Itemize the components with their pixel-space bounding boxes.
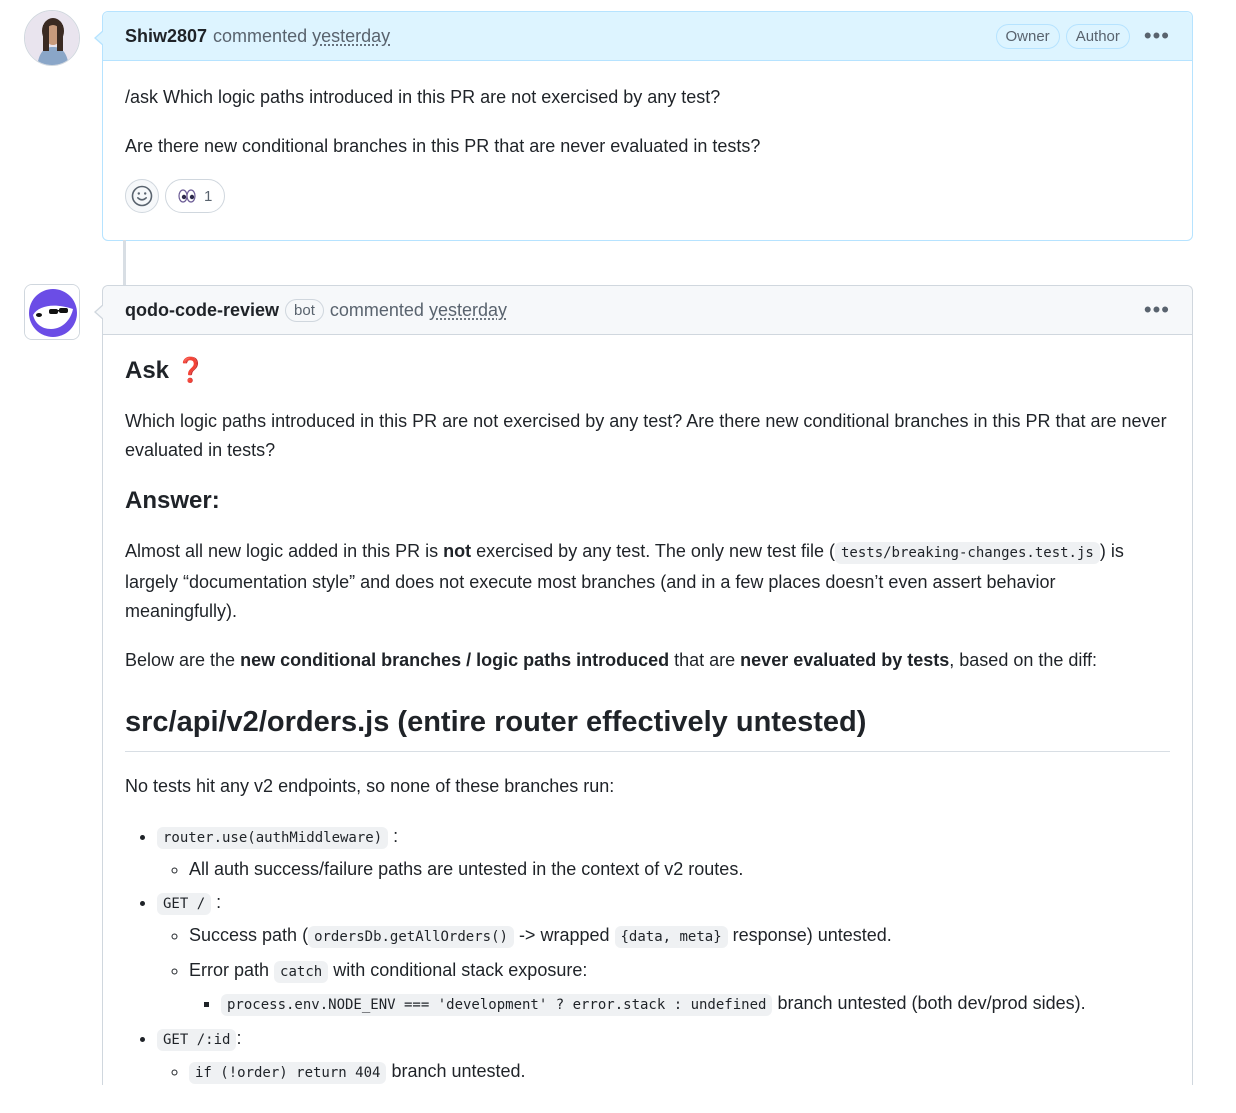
text-span: that are bbox=[669, 650, 741, 670]
comment-author[interactable]: qodo-code-review bbox=[125, 299, 280, 320]
section-intro: No tests hit any v2 endpoints, so none of these branches run: bbox=[125, 776, 615, 796]
comment-time[interactable]: yesterday bbox=[428, 299, 507, 320]
kebab-menu-icon[interactable]: ••• bbox=[1143, 297, 1170, 322]
inline-code: catch bbox=[274, 961, 328, 983]
text-span: Success path ( bbox=[189, 925, 309, 945]
text-span: : bbox=[236, 1028, 242, 1048]
smiley-icon bbox=[131, 185, 153, 207]
reactions-bar bbox=[125, 179, 1170, 213]
comment-meta bbox=[213, 26, 390, 47]
text-span: exercised by any test. The only new test file ( bbox=[471, 541, 835, 561]
user-avatar[interactable] bbox=[24, 10, 80, 66]
comment-author[interactable]: Shiw2807 bbox=[125, 25, 208, 46]
text-span: response) untested. bbox=[727, 925, 892, 945]
comment-line-1: /ask Which logic paths introduced in this PR are not exercised by any test? bbox=[125, 87, 721, 107]
text-span: , based on the diff: bbox=[949, 650, 1098, 670]
inline-code: process.env.NODE_ENV === 'development' ? error.stack : undefined bbox=[221, 994, 772, 1016]
sub-sub-list bbox=[189, 988, 1170, 1021]
inline-code: tests/breaking-changes.test.js bbox=[835, 542, 1100, 564]
text-span: branch untested (both dev/prod sides). bbox=[772, 993, 1086, 1013]
inline-code: ordersDb.getAllOrders() bbox=[308, 926, 514, 948]
comment-meta bbox=[330, 300, 507, 321]
reaction-count: 1 bbox=[204, 187, 213, 205]
comment-body bbox=[103, 61, 1192, 235]
sub-list bbox=[157, 920, 1170, 1021]
question-mark-emoji-icon: ❓ bbox=[175, 357, 206, 384]
section-heading: src/api/v2/orders.js (entire router effectively untested) bbox=[125, 703, 1170, 752]
comment-line-2: Are there new conditional branches in this PR that are never evaluated in tests? bbox=[125, 136, 761, 156]
kebab-menu-icon[interactable]: ••• bbox=[1143, 23, 1170, 48]
text-span: with conditional stack exposure: bbox=[328, 960, 588, 980]
bot-badge: bot bbox=[285, 299, 324, 322]
comment-action: commented bbox=[213, 25, 308, 46]
answer-paragraph-2 bbox=[125, 646, 1170, 675]
sub-list bbox=[157, 854, 1170, 885]
list-item: ◦ All auth success/failure paths are untested in the context of v2 routes. bbox=[189, 854, 1170, 885]
ask-heading bbox=[125, 355, 1170, 387]
list-item bbox=[189, 1056, 1170, 1089]
branch-list bbox=[125, 821, 1170, 1089]
list-item bbox=[189, 955, 1170, 1021]
add-reaction-button[interactable] bbox=[125, 179, 159, 213]
text-span: ) is largely “documentation style” and does not execute most branches (and in a few places doesn’t even assert behavior meaningfully). bbox=[125, 541, 1124, 621]
inline-code: GET /:id bbox=[157, 1029, 236, 1051]
comment-time[interactable]: yesterday bbox=[312, 25, 391, 46]
text-span: branch untested. bbox=[386, 1061, 526, 1081]
comment-action: commented bbox=[329, 299, 424, 320]
bold-text: never evaluated by tests bbox=[740, 650, 950, 670]
author-badge: Author bbox=[1066, 24, 1130, 49]
bot-avatar[interactable] bbox=[24, 284, 80, 340]
inline-code: router.use(authMiddleware) bbox=[157, 827, 388, 849]
timeline-connector bbox=[123, 240, 126, 286]
comment-owner bbox=[102, 11, 1193, 241]
text-span: -> wrapped bbox=[513, 925, 615, 945]
comment-body bbox=[103, 335, 1192, 1113]
inline-code: {data, meta} bbox=[615, 926, 728, 948]
inline-code: GET / bbox=[157, 893, 211, 915]
bold-text: not bbox=[443, 541, 472, 561]
comment-bot bbox=[102, 285, 1193, 1085]
text-span: Below are the bbox=[125, 650, 241, 670]
list-item bbox=[221, 988, 1170, 1021]
answer-heading: Answer: bbox=[125, 487, 220, 514]
sub-list bbox=[157, 1056, 1170, 1089]
text-span: : bbox=[393, 826, 399, 846]
list-item bbox=[157, 887, 1170, 1021]
list-item bbox=[157, 1023, 1170, 1089]
text-span: Almost all new logic added in this PR is bbox=[125, 541, 444, 561]
question-text: Which logic paths introduced in this PR are not exercised by any test? Are there new conditional branches in this PR that are never evaluated in tests? bbox=[125, 411, 1167, 460]
eyes-reaction-button[interactable] bbox=[165, 179, 225, 213]
comment-header bbox=[103, 286, 1192, 335]
bold-text: new conditional branches / logic paths introduced bbox=[240, 650, 670, 670]
comment-header bbox=[103, 12, 1192, 61]
eyes-emoji-icon bbox=[178, 189, 196, 203]
list-item bbox=[189, 920, 1170, 953]
answer-paragraph-1 bbox=[125, 537, 1170, 626]
list-item bbox=[157, 821, 1170, 885]
owner-badge: Owner bbox=[996, 24, 1060, 49]
text-span: : bbox=[216, 892, 222, 912]
user-photo-icon bbox=[25, 11, 80, 66]
ask-heading-text: Ask bbox=[125, 357, 170, 384]
qodo-bot-logo-icon bbox=[25, 285, 80, 340]
text-span: Error path bbox=[189, 960, 275, 980]
inline-code: if (!order) return 404 bbox=[189, 1062, 386, 1084]
